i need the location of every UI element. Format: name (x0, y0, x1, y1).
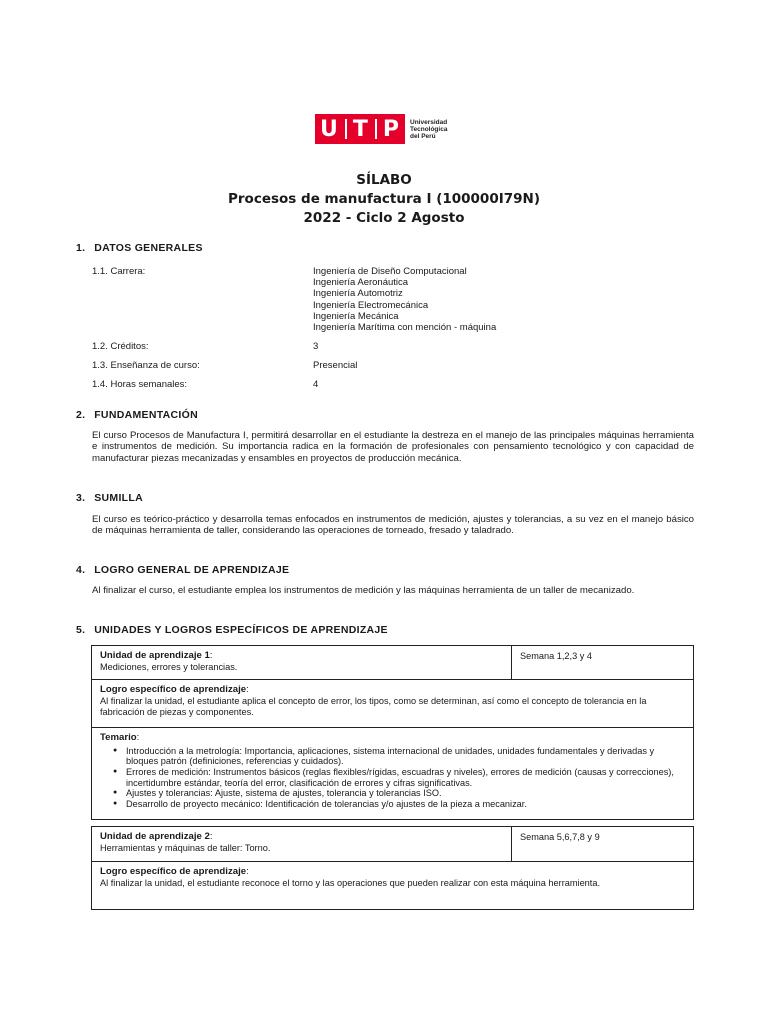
section-title: DATOS GENERALES (94, 242, 203, 254)
section-title: FUNDAMENTACIÓN (94, 409, 198, 421)
logro-text: Al finalizar la unidad, el estudiante aplica el concepto de error, los tipos, como se determinan, así como el concepto de tolerancia en la fabricación de piezas y componentes. (100, 695, 647, 717)
course-period: 2022 - Ciclo 2 Agosto (303, 210, 465, 226)
field-value-ensenanza: Presencial (313, 360, 358, 371)
course-title: Procesos de manufactura I (100000I79N) (228, 191, 540, 207)
unit-heading: Unidad de aprendizaje 2 (100, 831, 210, 842)
section-number: 2. (76, 409, 86, 421)
career-item: Ingeniería Automotriz (313, 288, 403, 300)
career-item: Ingeniería de Diseño Computacional (313, 266, 467, 277)
logo-mark (315, 114, 405, 144)
section-title: UNIDADES Y LOGROS ESPECÍFICOS DE APRENDIZAJE (94, 624, 388, 636)
unit-1-logro: Logro específico de aprendizaje: Al finalizar la unidad, el estudiante aplica el concepto de error, los tipos, como se determinan, así como el concepto de tolerancia en la fabricación de piezas y componentes. (100, 684, 647, 717)
section-title: SUMILLA (94, 492, 143, 504)
logo-letter-t: T (352, 116, 369, 142)
unit-2-header: Unidad de aprendizaje 2: Herramientas y máquinas de taller: Torno. (100, 831, 271, 853)
field-value-carrera (313, 266, 496, 333)
logo-text (410, 119, 447, 140)
temario-item: ● Errores de medición: Instrumentos básicos (reglas flexibles/rígidas, escuadras y niveles), errores de medición (causas y correcciones), incertidumbre estándar, teoría del error, clasificación de errores y cifras significativas. (126, 767, 685, 788)
section-heading-2 (76, 409, 198, 421)
section-title: LOGRO GENERAL DE APRENDIZAJE (94, 564, 290, 576)
fundamentacion-text: El curso Procesos de Manufactura I, permitirá desarrollar en el estudiante la destreza en el manejo de las principales máquinas herramienta e instrumentos de medición. Su importancia radica en la formación de profesionales con pensamiento tecnológico y con capacidad de manufacturar piezas mecanizadas y ensambles en proyectos de producción mecánica. (92, 430, 694, 464)
section-heading-1 (76, 242, 203, 254)
doc-title: SÍLABO (356, 172, 412, 188)
unit-heading: Unidad de aprendizaje 1 (100, 650, 210, 661)
logro-text: Al finalizar la unidad, el estudiante reconoce el torno y las operaciones que pueden realizar con esta máquina herramienta. (100, 877, 601, 888)
unit-2-logro: Logro específico de aprendizaje: Al finalizar la unidad, el estudiante reconoce el torno y las operaciones que pueden realizar con esta máquina herramienta. (100, 866, 601, 888)
logo-text-line: del Perú (410, 132, 436, 140)
field-label-ensenanza: 1.3. Enseñanza de curso: (92, 360, 200, 371)
field-value-creditos: 3 (313, 341, 319, 352)
logo-letter-p: P (382, 116, 400, 142)
temario-heading: Temario (100, 732, 137, 743)
logro-heading: Logro específico de aprendizaje (100, 684, 247, 695)
temario-item: ● Ajustes y tolerancias: Ajuste, sistema de ajustes, tolerancia y tolerancias ISO. (126, 788, 685, 799)
unit-1-header: Unidad de aprendizaje 1: Mediciones, errores y tolerancias. (100, 650, 238, 672)
career-item: Ingeniería Aeronáutica (313, 277, 409, 289)
field-label-horas: 1.4. Horas semanales: (92, 379, 188, 390)
unit-1-temario: Temario: ● Introducción a la metrología: Importancia, aplicaciones, sistema internacional de unidades, unidades fundamentales y derivadas y bloques patrón (definiciones, referencias y cuidados). ● Errores de medición: Instrumentos básicos (reglas flexibles/rígidas, escuadras y niveles), errores de medición (causas y correcciones), incertidumbre estándar, teoría del error, clasificación de errores y cifras significativas. ● Ajustes y tolerancias: Ajuste, sistema de ajustes, tolerancia y tolerancias ISO. ● Desarrollo de proyecto mecánico: Identificación de tolerancias y/o ajustes de la pieza a mecanizar. (92, 729, 693, 813)
unit-1-weeks: Semana 1,2,3 y 4 (520, 651, 593, 661)
section-heading-4 (76, 564, 289, 576)
unit-2-table (91, 826, 694, 910)
logro-general-text: Al finalizar el curso, el estudiante emplea los instrumentos de medición y las máquinas herramienta de un taller de mecanizado. (92, 585, 635, 596)
unit-2-weeks: Semana 5,6,7,8 y 9 (520, 832, 600, 842)
career-item: Ingeniería Electromecánica (313, 299, 429, 311)
temario-item: ● Introducción a la metrología: Importancia, aplicaciones, sistema internacional de unidades, unidades fundamentales y derivadas y bloques patrón (definiciones, referencias y cuidados). (126, 746, 685, 767)
unit-name: Mediciones, errores y tolerancias. (100, 661, 238, 672)
field-label-carrera: 1.1. Carrera: (92, 266, 146, 277)
section-number: 3. (76, 492, 86, 504)
field-value-horas: 4 (313, 379, 319, 390)
logo-text-line: Tecnológica (410, 125, 448, 133)
career-item: Ingeniería Mecánica (313, 310, 399, 322)
logo-letter-u: U (319, 116, 339, 142)
logo-text-line: Universidad (410, 118, 448, 126)
logro-heading: Logro específico de aprendizaje (100, 866, 247, 877)
temario-list (100, 746, 685, 810)
sumilla-text: El curso es teórico-práctico y desarrolla temas enfocados en instrumentos de medición, ajustes y tolerancias, a su vez en el manejo básico de máquinas herramienta de taller, considerando las operaciones de torneado, fresado y taladrado. (92, 514, 694, 537)
section-number: 4. (76, 564, 86, 576)
section-heading-5 (76, 624, 388, 636)
section-number: 1. (76, 242, 86, 254)
temario-item: ● Desarrollo de proyecto mecánico: Identificación de tolerancias y/o ajustes de la pieza a mecanizar. (126, 799, 685, 810)
section-heading-3 (76, 492, 143, 504)
unit-name: Herramientas y máquinas de taller: Torno. (100, 842, 271, 853)
unit-1-table (91, 645, 694, 820)
career-item: Ingeniería Marítima con mención - máquina (313, 322, 497, 334)
utp-logo (315, 114, 447, 144)
field-label-creditos: 1.2. Créditos: (92, 341, 149, 352)
section-number: 5. (76, 624, 86, 636)
